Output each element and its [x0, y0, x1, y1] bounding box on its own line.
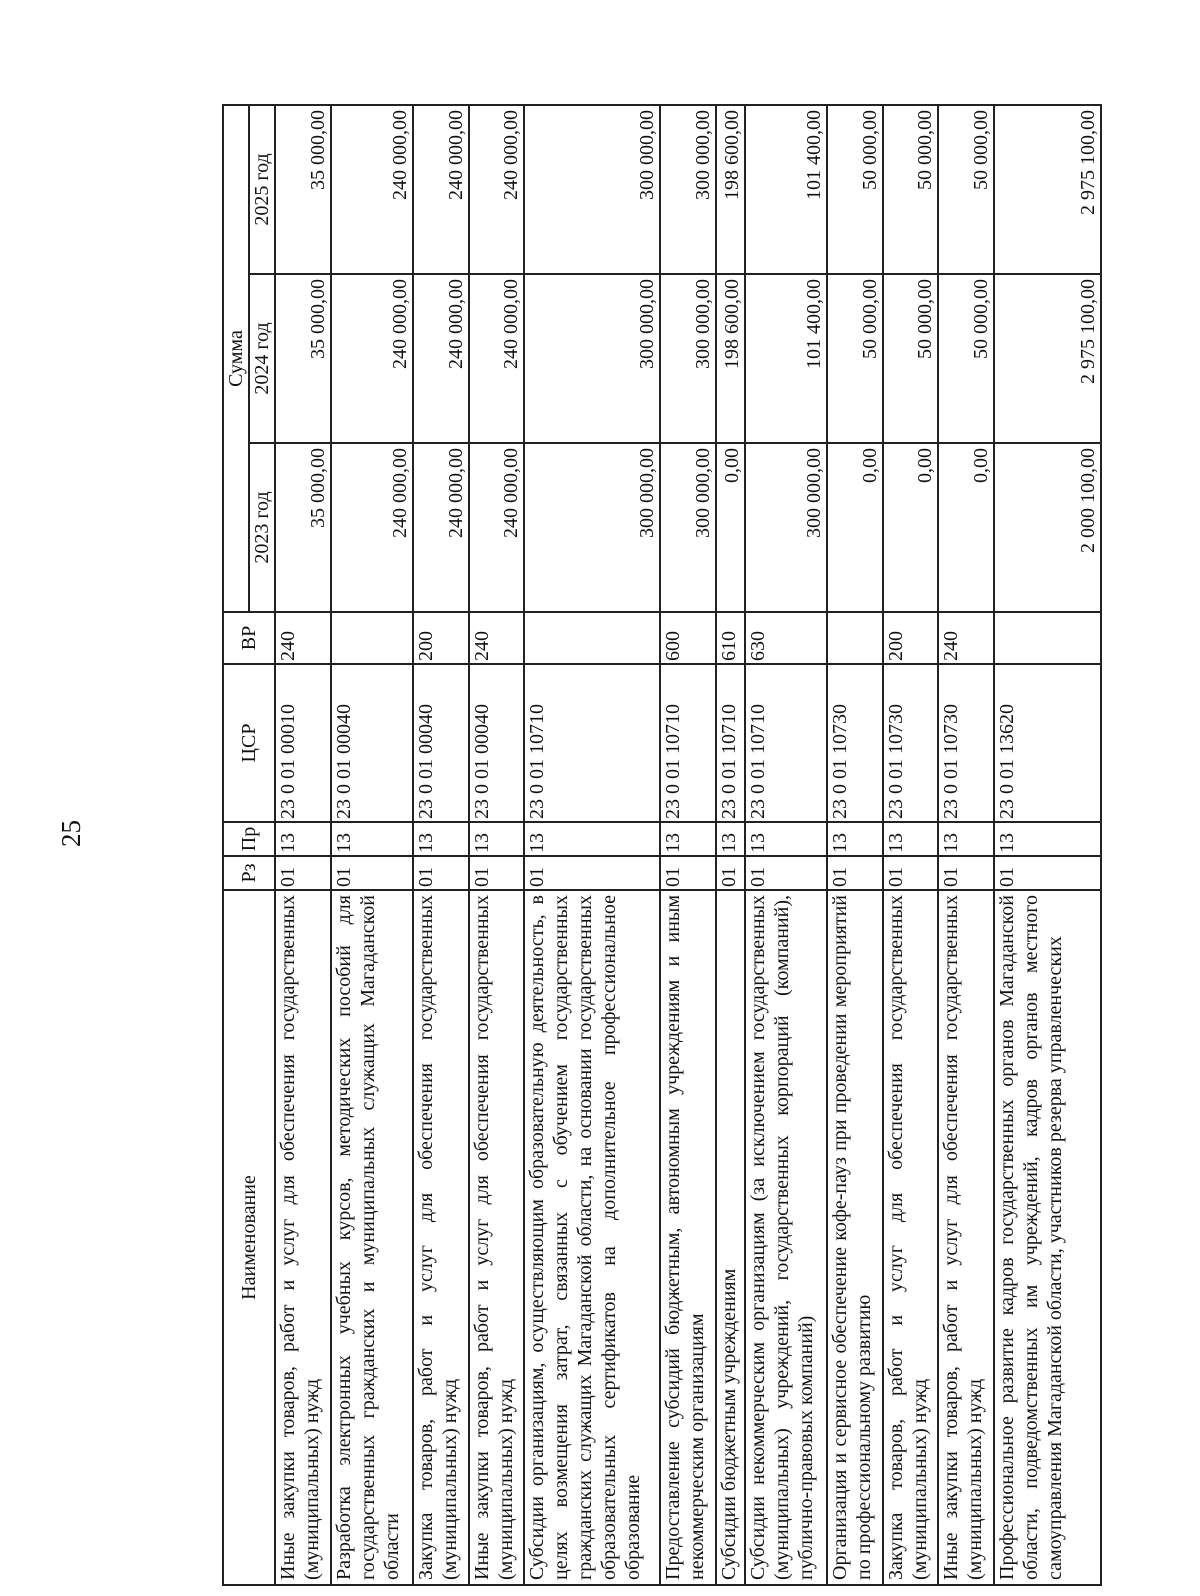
row-name: Разработка электронных учебных курсов, методических пособий для государственных гражданских и муниципальных служащих Магаданской области: [331, 890, 413, 1585]
row-sum-2025: 198 600,00: [716, 105, 745, 274]
row-sum-2024: 300 000,00: [660, 274, 716, 443]
row-sum-2024: 35 000,00: [275, 274, 331, 443]
row-sum-2023: 300 000,00: [524, 443, 660, 612]
row-pr: 13: [331, 822, 413, 856]
row-sum-2023: 240 000,00: [331, 443, 413, 612]
row-pr: 13: [469, 822, 525, 856]
row-csr: 23 0 01 10710: [524, 664, 660, 822]
row-name: Предоставление субсидий бюджетным, автономным учреждениям и иным некоммерческим организациям: [660, 890, 716, 1585]
row-vr: [524, 612, 660, 664]
table-row: [275, 105, 331, 1585]
row-sum-2024: 240 000,00: [469, 274, 525, 443]
row-vr: 200: [883, 612, 939, 664]
table-row: [745, 105, 827, 1585]
row-rz: 01: [660, 856, 716, 890]
row-pr: 13: [994, 822, 1101, 856]
row-sum-2024: 101 400,00: [745, 274, 827, 443]
row-sum-2024: 198 600,00: [716, 274, 745, 443]
row-sum-2025: 300 000,00: [524, 105, 660, 274]
row-sum-2023: 0,00: [827, 443, 883, 612]
row-sum-2024: 2 975 100,00: [994, 274, 1101, 443]
row-vr: [994, 612, 1101, 664]
header-vr: ВР: [223, 612, 275, 664]
page-number: 25: [56, 820, 86, 847]
row-vr: 240: [275, 612, 331, 664]
row-sum-2023: 0,00: [938, 443, 994, 612]
row-rz: 01: [331, 856, 413, 890]
row-sum-2025: 2 975 100,00: [994, 105, 1101, 274]
row-name: Иные закупки товаров, работ и услуг для обеспечения государственных (муниципальных) нужд: [938, 890, 994, 1585]
table-row: [413, 105, 469, 1585]
row-rz: 01: [275, 856, 331, 890]
row-sum-2025: 240 000,00: [469, 105, 525, 274]
row-rz: 01: [745, 856, 827, 890]
row-rz: 01: [524, 856, 660, 890]
row-csr: 23 0 01 10710: [660, 664, 716, 822]
row-sum-2025: 240 000,00: [413, 105, 469, 274]
row-rz: 01: [716, 856, 745, 890]
row-pr: 13: [275, 822, 331, 856]
table-row: [660, 105, 716, 1585]
row-pr: 13: [716, 822, 745, 856]
table-row: [524, 105, 660, 1585]
row-vr: [331, 612, 413, 664]
row-name: Организация и сервисное обеспечение кофе-пауз при проведении мероприятий по профессиональному развитию: [827, 890, 883, 1585]
row-sum-2025: 50 000,00: [827, 105, 883, 274]
header-rz: Рз: [223, 856, 275, 890]
row-sum-2024: 240 000,00: [413, 274, 469, 443]
header-csr: ЦСР: [223, 664, 275, 822]
table-row: [331, 105, 413, 1585]
row-vr: 630: [745, 612, 827, 664]
row-vr: 240: [938, 612, 994, 664]
row-name: Иные закупки товаров, работ и услуг для обеспечения государственных (муниципальных) нужд: [469, 890, 525, 1585]
row-csr: 23 0 01 10730: [938, 664, 994, 822]
row-sum-2023: 0,00: [716, 443, 745, 612]
header-sum: Сумма: [223, 105, 249, 612]
header-2023: 2023 год: [249, 443, 275, 612]
row-csr: 23 0 01 00010: [275, 664, 331, 822]
row-pr: 13: [413, 822, 469, 856]
row-name: Закупка товаров, работ и услуг для обеспечения государственных (муниципальных) нужд: [413, 890, 469, 1585]
header-2024: 2024 год: [249, 274, 275, 443]
table-row: [716, 105, 745, 1585]
row-sum-2023: 240 000,00: [469, 443, 525, 612]
row-sum-2023: 300 000,00: [745, 443, 827, 612]
header-pr: Пр: [223, 822, 275, 856]
row-rz: 01: [827, 856, 883, 890]
row-pr: 13: [883, 822, 939, 856]
row-name: Профессиональное развитие кадров государственных органов Магаданской области, подведомственных им учреждений, кадров органов местного самоуправления Магаданской области, участников резерва управленческих: [994, 890, 1101, 1585]
row-pr: 13: [524, 822, 660, 856]
row-name: Иные закупки товаров, работ и услуг для обеспечения государственных (муниципальных) нужд: [275, 890, 331, 1585]
row-csr: 23 0 01 00040: [469, 664, 525, 822]
row-vr: 200: [413, 612, 469, 664]
row-sum-2025: 240 000,00: [331, 105, 413, 274]
row-pr: 13: [745, 822, 827, 856]
table-header: [223, 105, 275, 1585]
row-csr: 23 0 01 10710: [745, 664, 827, 822]
row-sum-2024: 240 000,00: [331, 274, 413, 443]
row-vr: 610: [716, 612, 745, 664]
row-sum-2025: 50 000,00: [883, 105, 939, 274]
row-name: Субсидии некоммерческим организациям (за исключением государственных (муниципальных) учреждений, государственных корпораций (компаний), публично-правовых компаний): [745, 890, 827, 1585]
row-vr: [827, 612, 883, 664]
row-sum-2023: 35 000,00: [275, 443, 331, 612]
row-sum-2023: 300 000,00: [660, 443, 716, 612]
row-sum-2023: 0,00: [883, 443, 939, 612]
budget-table: [222, 104, 1102, 1586]
row-vr: 240: [469, 612, 525, 664]
table-row: [994, 105, 1101, 1585]
table-row: [938, 105, 994, 1585]
row-sum-2024: 50 000,00: [938, 274, 994, 443]
row-pr: 13: [827, 822, 883, 856]
budget-table-rotated: [222, 106, 1102, 1586]
row-sum-2024: 50 000,00: [827, 274, 883, 443]
table-row: [883, 105, 939, 1585]
row-rz: 01: [883, 856, 939, 890]
row-sum-2025: 50 000,00: [938, 105, 994, 274]
row-name: Закупка товаров, работ и услуг для обеспечения государственных (муниципальных) нужд: [883, 890, 939, 1585]
row-rz: 01: [469, 856, 525, 890]
row-csr: 23 0 01 13620: [994, 664, 1101, 822]
row-sum-2025: 300 000,00: [660, 105, 716, 274]
row-rz: 01: [938, 856, 994, 890]
row-rz: 01: [413, 856, 469, 890]
row-sum-2023: 240 000,00: [413, 443, 469, 612]
row-pr: 13: [660, 822, 716, 856]
row-csr: 23 0 01 10710: [716, 664, 745, 822]
header-name: Наименование: [223, 890, 275, 1585]
row-name: Субсидии организациям, осуществляющим образовательную деятельность, в целях возмещения затрат, связанных с обучением государственных гражданских служащих Магаданской области, на основании государственных образовательных сертификатов на дополнительное профессиональное образование: [524, 890, 660, 1585]
table-row: [469, 105, 525, 1585]
row-sum-2024: 50 000,00: [883, 274, 939, 443]
row-sum-2025: 35 000,00: [275, 105, 331, 274]
row-sum-2025: 101 400,00: [745, 105, 827, 274]
row-csr: 23 0 01 00040: [331, 664, 413, 822]
header-2025: 2025 год: [249, 105, 275, 274]
row-csr: 23 0 01 10730: [883, 664, 939, 822]
row-name: Субсидии бюджетным учреждениям: [716, 890, 745, 1585]
table-body: [275, 105, 1101, 1585]
row-rz: 01: [994, 856, 1101, 890]
table-row: [827, 105, 883, 1585]
row-vr: 600: [660, 612, 716, 664]
row-sum-2024: 300 000,00: [524, 274, 660, 443]
row-pr: 13: [938, 822, 994, 856]
row-sum-2023: 2 000 100,00: [994, 443, 1101, 612]
row-csr: 23 0 01 00040: [413, 664, 469, 822]
row-csr: 23 0 01 10730: [827, 664, 883, 822]
